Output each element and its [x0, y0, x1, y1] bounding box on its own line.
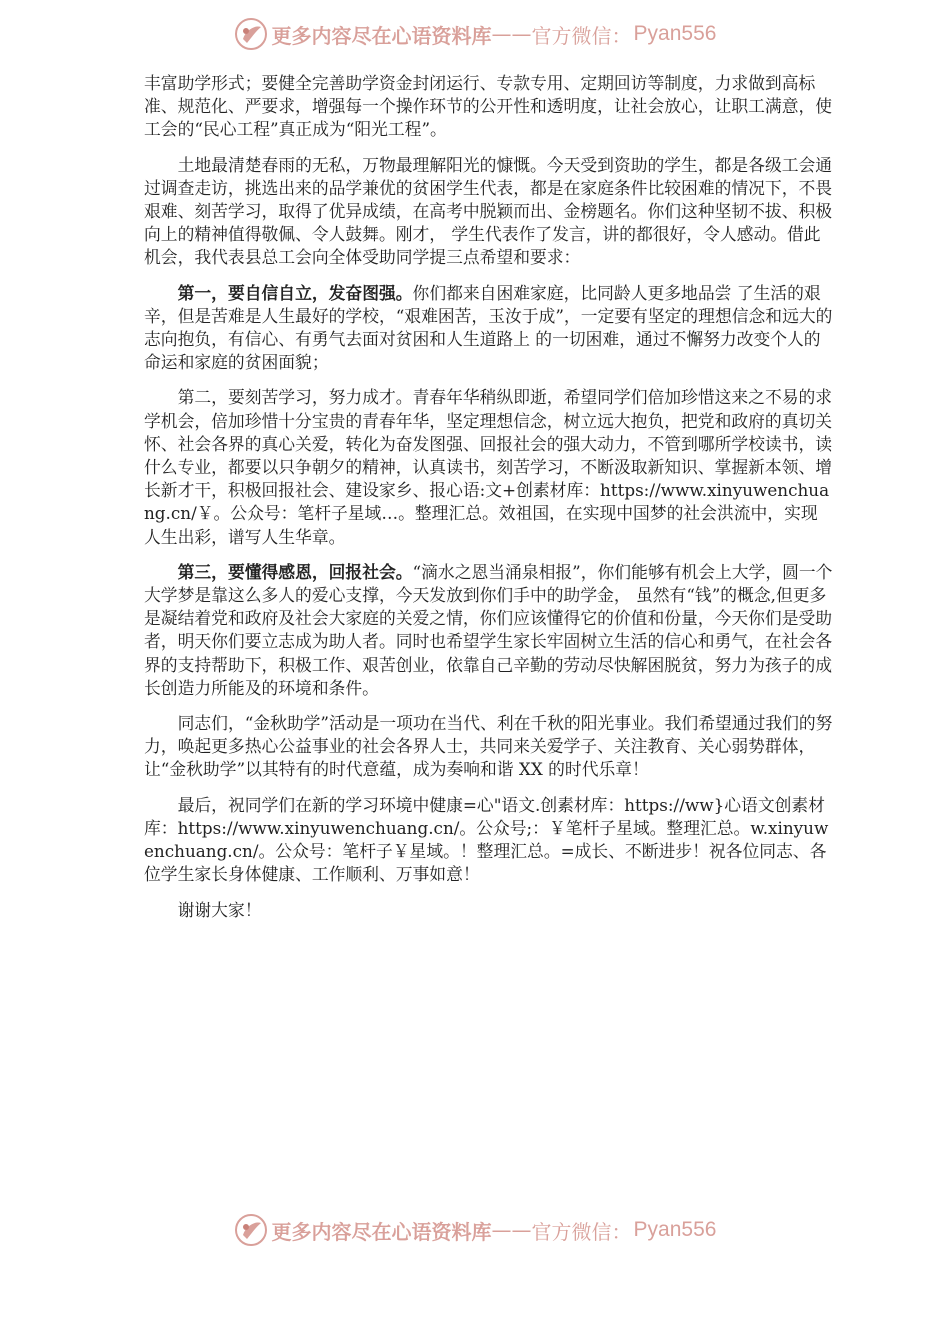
paragraph-1: 丰富助学形式；要健全完善助学资金封闭运行、专款专用、定期回访等制度，力求做到高标准、规范化、严要求，增强每一个操作环节的公开性和透明度，让社会放心，让职工满意，使工会的“民心工程”真正成为“阳光工程”。: [144, 73, 833, 140]
banner-title: 更多内容尽在心语资料库: [271, 1219, 492, 1244]
banner-label: 官方微信：: [531, 23, 632, 48]
paragraph-5: 第三，要懂得感恩，回报社会。“滴水之恩当涌泉相报”，你们能够有机会上大学，圆一个大学梦是靠这么多人的爱心支撑，今天发放到你们手中的助学金， 虽然有“钱”的概念,但更多是凝结着党和政府及社会大家庭的关爱之情，你们应该懂得它的价值和份量，今天你们是受助者，明天你们要立志成为助人者。同时也希望学生家长牢固树立生活的信心和勇气，在社会各界的支持帮助下，积极工作、艰苦创业，依靠自己辛勤的劳动尽快解困脱贫，努力为孩子的成长创造力所能及的环境和条件。: [144, 561, 833, 698]
paragraph-4: 第二，要刻苦学习，努力成才。青春年华稍纵即逝，希望同学们倍加珍惜这来之不易的求学机会，倍加珍惜十分宝贵的青春年华，坚定理想信念，树立远大抱负，把党和政府的真切关怀、社会各界的真心关爱，转化为奋发图强、回报社会的强大动力，不管到哪所学校读书，读什么专业，都要以只争朝夕的精神，认真读书，刻苦学习，不断汲取新知识、掌握新本领、增长新才干，积极回报社会、建设家乡、报心语:文+创素材库：https://www.xinyuwenchuang.cn/￥。公众号：笔杆子星域…。整理汇总。效祖国，在实现中国梦的社会洪流中，实现人生出彩，谱写人生华章。: [144, 387, 833, 547]
paragraph-6: 同志们，“金秋助学”活动是一项功在当代、利在千秋的阳光事业。我们希望通过我们的努力，唤起更多热心公益事业的社会各界人士，共同来关爱学子、关注教育、关心弱势群体，让“金秋助学”以其特有的时代意蕴，成为奏响和谐 XX 的时代乐章！: [144, 713, 833, 780]
banner-separator: ——: [491, 1218, 532, 1242]
banner-title: 更多内容尽在心语资料库: [271, 23, 492, 48]
banner-wechat-id: Pyan556: [633, 1218, 717, 1241]
document-body: [144, 72, 834, 934]
paragraph-2: 土地最清楚春雨的无私，万物最理解阳光的慷慨。今天受到资助的学生，都是各级工会通过调查走访，挑选出来的品学兼优的贫困学生代表，都是在家庭条件比较困难的情况下，不畏艰难、刻苦学习，取得了优异成绩，在高考中脱颖而出、金榜题名。你们这种坚韧不拔、积极向上的精神值得敬佩、令人鼓舞。刚才， 学生代表作了发言，讲的都很好，令人感动。借此机会，我代表县总工会向全体受助同学提三点希望和要求：: [144, 154, 833, 268]
paragraph-7: 最后，祝同学们在新的学习环境中健康=心"语文.创素材库：https://ww}心语文创素材库：https://www.xinyuwenchuang.cn/。公众号;：￥笔杆子星域。整理汇总。w.xinyuwenchuang.cn/。公众号：笔杆子￥星域。！整理汇总。=成长、不断进步！祝各位同志、各位学生家长身体健康、工作顺利、万事如意！: [144, 794, 829, 885]
logo-icon: [234, 17, 268, 51]
paragraph-3: 第一，要自信自立，发奋图强。你们都来自困难家庭，比同龄人更多地品尝 了生活的艰辛，但是苦难是人生最好的学校，“艰难困苦，玉汝于成”，一定要有坚定的理想信念和远大的志向抱负，有信心、有勇气去面对贫困和人生道路上 的一切困难，通过不懈努力改变个人的命运和家庭的贫困面貌；: [144, 282, 833, 373]
header-banner: [0, 14, 950, 54]
banner-wechat-id: Pyan556: [633, 22, 717, 45]
banner-separator: ——: [491, 22, 532, 46]
logo-icon: [234, 1213, 268, 1247]
paragraph-8: 谢谢大家！: [177, 899, 262, 920]
banner-label: 官方微信：: [531, 1219, 632, 1244]
footer-banner: [0, 1210, 950, 1250]
